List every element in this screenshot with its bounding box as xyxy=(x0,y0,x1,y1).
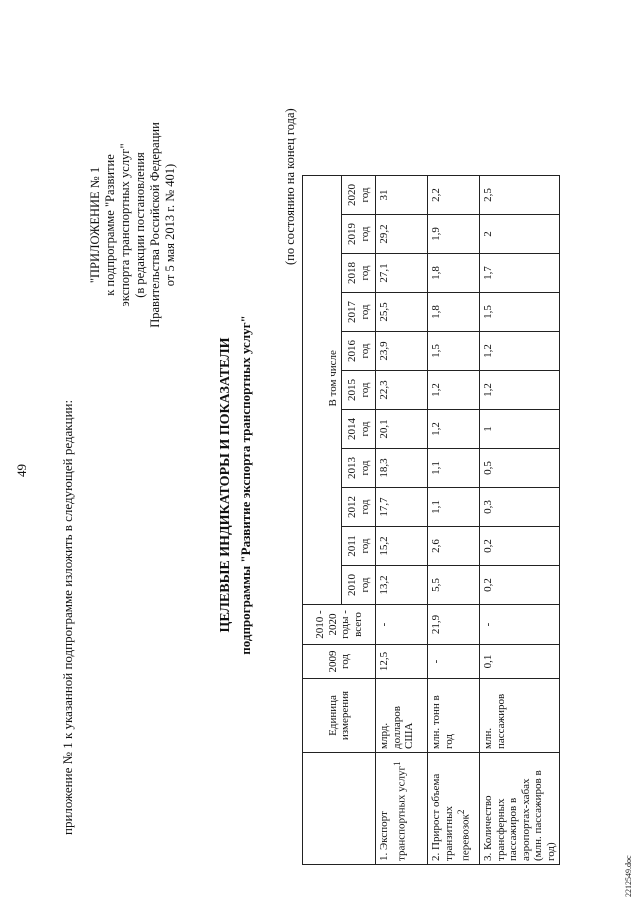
year-header: 2010 год xyxy=(342,566,376,605)
value-cell: 13,2 xyxy=(376,566,428,605)
value-cell: 2,5 xyxy=(480,176,560,215)
value-cell: 25,5 xyxy=(376,293,428,332)
indicator-cell xyxy=(480,753,560,865)
value-cell: 15,2 xyxy=(376,527,428,566)
document-code: 2212549.doc xyxy=(624,855,633,897)
unit-cell: млн. тонн в год xyxy=(428,679,480,753)
year-2009-header: 2009 год xyxy=(303,645,376,679)
total-cell: 21,9 xyxy=(428,605,480,645)
group-header: В том числе xyxy=(325,176,342,410)
state-note: (по состоянию на конец года) xyxy=(283,108,297,265)
value-cell: 2,2 xyxy=(428,176,480,215)
appendix-line: к подпрограмме "Развитие xyxy=(103,154,117,296)
appendix-line: "ПРИЛОЖЕНИЕ № 1 xyxy=(88,166,102,284)
document-title: ЦЕЛЕВЫЕ ИНДИКАТОРЫ И ПОКАЗАТЕЛИ xyxy=(218,337,233,633)
value-cell: 27,1 xyxy=(376,254,428,293)
year-header: 2016 год xyxy=(342,332,376,371)
table-row xyxy=(376,176,428,865)
year-header: 2013 год xyxy=(342,449,376,488)
value-cell: 1,2 xyxy=(428,371,480,410)
unit-cell: млн. пассажиров xyxy=(480,679,560,753)
value-cell: 5,5 xyxy=(428,566,480,605)
value-cell: 18,3 xyxy=(376,449,428,488)
value-cell: 1,2 xyxy=(428,410,480,449)
value-cell: 0,5 xyxy=(480,449,560,488)
value-cell: 22,3 xyxy=(376,371,428,410)
unit-header: Единица измерения xyxy=(303,679,376,753)
year-header: 2012 год xyxy=(342,488,376,527)
value-cell: 1,2 xyxy=(480,371,560,410)
indicator-name: 2. Прирост объема транзитных перевозок xyxy=(430,773,472,861)
value-cell: 2 xyxy=(480,215,560,254)
value-2009-cell: - xyxy=(428,645,480,679)
value-cell: 0,3 xyxy=(480,488,560,527)
appendix-line: от 5 мая 2013 г. № 401) xyxy=(163,163,177,287)
table-row xyxy=(480,176,560,865)
group-header-spacer xyxy=(325,410,342,605)
value-cell: 31 xyxy=(376,176,428,215)
year-header: 2011 год xyxy=(342,527,376,566)
value-cell: 0,2 xyxy=(480,566,560,605)
document-subtitle: подпрограммы "Развитие экспорта транспортных услуг" xyxy=(238,315,253,655)
indicators-table xyxy=(302,175,560,865)
year-header: 2015 год xyxy=(342,371,376,410)
footnote-mark: 2 xyxy=(456,809,466,815)
value-2009-cell: 12,5 xyxy=(376,645,428,679)
value-cell: 29,2 xyxy=(376,215,428,254)
value-cell: 1,1 xyxy=(428,449,480,488)
appendix-line: (в редакции постановления xyxy=(133,152,147,298)
indicator-header-cell xyxy=(303,753,376,865)
unit-cell: млрд. долларов США xyxy=(376,679,428,753)
year-header: 2020 год xyxy=(342,176,376,215)
total-cell: - xyxy=(376,605,428,645)
year-header: 2018 год xyxy=(342,254,376,293)
appendix-line: экспорта транспортных услуг" xyxy=(118,143,132,307)
value-cell: 1,2 xyxy=(480,332,560,371)
indicator-name: 3. Количество трансферных пассажиров в аэропортах-хабах (млн. пассажиров в год) xyxy=(482,770,557,861)
value-cell: 1,1 xyxy=(428,488,480,527)
value-cell: 1 xyxy=(480,410,560,449)
indicator-name: 1. Экспорт транспортных услуг xyxy=(378,765,408,861)
year-header: 2019 год xyxy=(342,215,376,254)
value-2009-cell: 0,1 xyxy=(480,645,560,679)
appendix-header xyxy=(88,105,178,345)
intro-text: приложение № 1 к указанной подпрограмме изложить в следующей редакции: xyxy=(60,399,75,835)
group-header-blank xyxy=(303,176,325,605)
indicator-cell xyxy=(428,753,480,865)
year-header: 2014 год xyxy=(342,410,376,449)
appendix-line: Правительства Российской Федерации xyxy=(148,122,162,328)
value-cell: 20,1 xyxy=(376,410,428,449)
value-cell: 1,7 xyxy=(480,254,560,293)
value-cell: 2,6 xyxy=(428,527,480,566)
value-cell: 23,9 xyxy=(376,332,428,371)
footnote-mark: 1 xyxy=(391,761,402,766)
value-cell: 1,5 xyxy=(480,293,560,332)
value-cell: 1,5 xyxy=(428,332,480,371)
page-number: 49 xyxy=(14,464,29,477)
value-cell: 17,7 xyxy=(376,488,428,527)
table-row xyxy=(428,176,480,865)
indicator-cell xyxy=(376,753,428,865)
total-header: 2010 - 2020 годы - всего xyxy=(303,605,376,645)
value-cell: 1,9 xyxy=(428,215,480,254)
value-cell: 1,8 xyxy=(428,293,480,332)
value-cell: 0,2 xyxy=(480,527,560,566)
value-cell: 1,8 xyxy=(428,254,480,293)
total-cell: - xyxy=(480,605,560,645)
year-header: 2017 год xyxy=(342,293,376,332)
